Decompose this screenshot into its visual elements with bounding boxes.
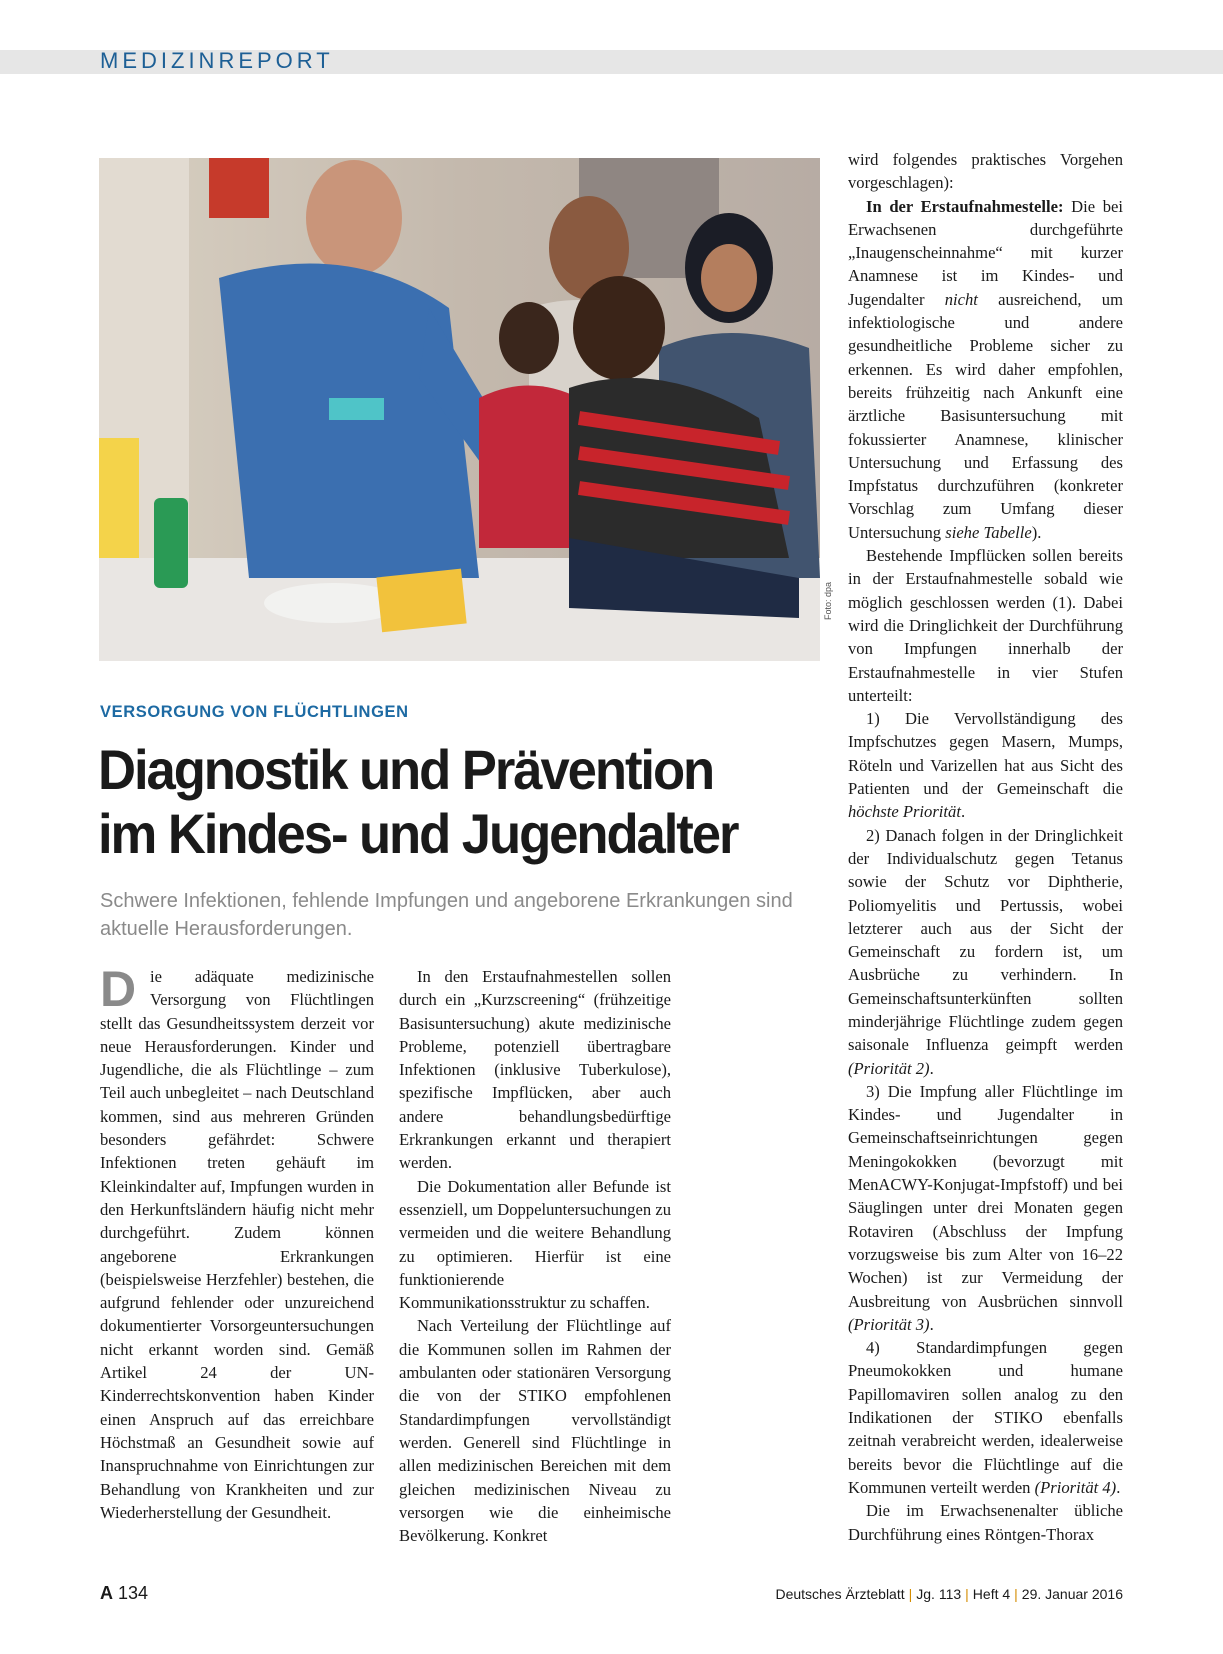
article-photo bbox=[99, 158, 820, 661]
page-number: A 134 bbox=[100, 1583, 149, 1603]
body-paragraph: Nach Verteilung der Flüchtlinge auf die Kommunen sollen im Rahmen der ambulanten oder stationären Versorgung die von der STIKO empfohlenen Standardimpfungen vervollständigt werden. Generell sind Flüchtlinge in allen medizinischen Bereichen mit dem gleichen medizinischen Niveau zu versorgen wie die einheimische Bevölkerung. Konkret bbox=[399, 1316, 671, 1546]
headline-line-1: Diagnostik und Prävention bbox=[98, 738, 714, 801]
body-paragraph: 4) Standardimpfungen gegen Pneumokokken und humane Papillomaviren sollen analog zu den Indikationen der STIKO ebenfalls zeitnah verabreicht werden, idealerweise bereits bevor die Flüchtlinge auf die Kommunen verteilt werden (Priorität 4). bbox=[848, 1338, 1123, 1497]
photo-credit: Foto: dpa bbox=[823, 581, 833, 620]
body-paragraph: Die im Erwachsenenalter übliche Durchführung eines Röntgen-Thorax bbox=[848, 1501, 1123, 1544]
article-headline bbox=[98, 738, 775, 866]
headline-line-2: im Kindes- und Jugendalter bbox=[98, 802, 738, 865]
drop-cap: D bbox=[100, 961, 137, 1017]
body-paragraph: In der Erstaufnahmestelle: Die bei Erwachsenen durchgeführte „Inaugenscheinnahme“ mit kurzer Anamnese ist im Kindes- und Jugendalter nicht ausreichend, um infektiologische und andere gesundheitliche Probleme sicher zu erkennen. Es wird daher empfohlen, bereits frühzeitig nach Ankunft eine ärztliche Basisuntersuchung mit fokussierter Anamnese, klinischer Untersuchung und Erfassung des Impfstatus durchzuführen (konkreter Vorschlag zum Umfang dieser Untersuchung siehe Tabelle). bbox=[848, 196, 1124, 542]
photo-illustration bbox=[99, 158, 820, 661]
body-paragraph: 1) Die Vervollständigung des Impfschutzes gegen Masern, Mumps, Röteln und Varizellen hat aus Sicht des Patienten und der Gemeinschaft die höchste Priorität. bbox=[848, 709, 1123, 822]
body-paragraph: 3) Die Impfung aller Flüchtlinge im Kindes- und Jugendalter in Gemeinschaftseinrichtungen gegen Meningokokken (bevorzugt mit MenACWY-Konjugat-Impfstoff) und bei Säuglingen unter drei Monaten gegen Rotaviren (Abschluss der Impfung vorzugsweise bis zum Alter von 16–22 Wochen) ist zur Vermeidung der Ausbreitung von Ausbrüchen sinnvoll (Priorität 3). bbox=[848, 1081, 1123, 1334]
article-subhead: Schwere Infektionen, fehlende Impfungen und angeborene Erkrankungen sind aktuelle Herausforderungen. bbox=[100, 890, 793, 940]
section-label: MEDIZINREPORT bbox=[100, 48, 334, 73]
article-kicker: VERSORGUNG VON FLÜCHTLINGEN bbox=[100, 703, 409, 721]
body-paragraph: 2) Danach folgen in der Dringlichkeit der Individualschutz gegen Tetanus sowie der Schutz vor Diphtherie, Poliomyelitis und Pertussis, wobei letzterer auch aus der Sicht der Gemeinschaft zu fordern ist, um Ausbrüche zu verhindern. In Gemeinschaftsunterkünften sollten minderjährige Flüchtlinge zudem gegen saisonale Influenza geimpft werden (Priorität 2). bbox=[848, 825, 1123, 1078]
body-paragraph: D ie adäquate medizinische Versorgung von Flüchtlingen stellt das Gesundheitssystem derzeit vor neue Herausforderungen. Kinder und Jugendliche, die als Flüchtlinge – zum Teil auch unbegleitet – nach Deutschland kommen, sind aus mehreren Gründen besonders gefährdet: Schwere Infektionen treten gehäuft im Kleinkindalter auf, Impfungen wurden in den Herkunftsländern häufig nicht mehr durchgeführt. Zudem können angeborene Erkrankungen (beispielsweise Herzfehler) bestehen, die aufgrund fehlender oder unzureichend dokumentierter Vorsorgeuntersuchungen nicht erkannt worden sind. Gemäß Artikel 24 der UN-Kinderrechtskonvention haben Kinder einen Anspruch auf das erreichbare Höchstmaß an Gesundheit sowie auf Inanspruchnahme von Einrichtungen zur Behandlung von Krankheiten und zur Wiederherstellung der Gesundheit. bbox=[100, 961, 374, 1522]
body-paragraph: wird folgendes praktisches Vorgehen vorgeschlagen): bbox=[848, 150, 1123, 193]
body-column-3 bbox=[848, 148, 1123, 1546]
body-column-1 bbox=[100, 961, 374, 1524]
body-column-2 bbox=[399, 965, 671, 1547]
journal-info: Deutsches Ärzteblatt | Jg. 113 | Heft 4 | 29. Januar 2016 bbox=[775, 1586, 1123, 1602]
body-paragraph: Bestehende Impflücken sollen bereits in der Erstaufnahmestelle sobald wie möglich geschlossen werden (1). Dabei wird die Dringlichkeit der Durchführung von Impfungen innerhalb der Erstaufnahmestelle in vier Stufen unterteilt: bbox=[848, 546, 1123, 705]
body-paragraph: In den Erstaufnahmestellen sollen durch ein „Kurzscreening“ (frühzeitige Basisuntersuchung) akute medizinische Probleme, potenziell übertragbare Infektionen (inklusive Tuberkulose), spezifische Impflücken, aber auch andere behandlungsbedürftige Erkrankungen erkannt und therapiert werden. bbox=[399, 967, 671, 1173]
body-paragraph: Die Dokumentation aller Befunde ist essenziell, um Doppeluntersuchungen zu vermeiden und die weitere Behandlung zu optimieren. Hierfür ist eine funktionierende Kommunikationsstruktur zu schaffen. bbox=[399, 1176, 671, 1313]
